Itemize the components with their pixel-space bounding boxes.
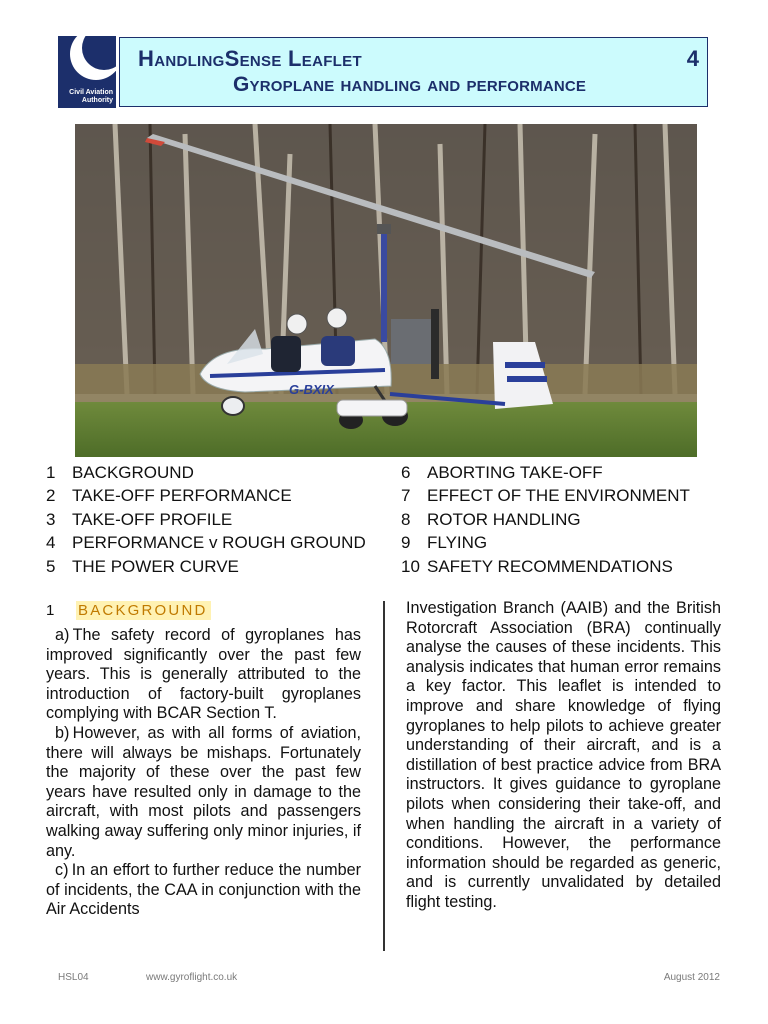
column-divider bbox=[383, 601, 385, 951]
contents-item bbox=[46, 484, 366, 507]
contents-item-number: 3 bbox=[46, 509, 56, 529]
contents-item-label: PERFORMANCE v ROUGH GROUND bbox=[72, 533, 366, 553]
contents-item-label: BACKGROUND bbox=[72, 463, 194, 482]
caa-logo-text bbox=[58, 89, 113, 105]
contents-item-label: ABORTING TAKE-OFF bbox=[427, 463, 603, 482]
section-heading bbox=[46, 602, 361, 626]
section-number: 1 bbox=[46, 602, 55, 619]
contents-item bbox=[46, 555, 366, 578]
contents-item-number: 2 bbox=[46, 486, 56, 506]
contents-item bbox=[401, 484, 690, 507]
contents-item-number: 8 bbox=[401, 509, 411, 529]
contents-item-number: 9 bbox=[401, 533, 411, 553]
contents-item bbox=[401, 461, 690, 484]
contents-item-label: TAKE-OFF PERFORMANCE bbox=[72, 486, 292, 506]
leaflet-number: 4 bbox=[686, 46, 699, 71]
contents-item-label: EFFECT OF THE ENVIRONMENT bbox=[427, 486, 690, 506]
contents-list-left bbox=[46, 461, 366, 578]
section-title: BACKGROUND bbox=[76, 601, 211, 620]
aircraft-registration: G-BXIX bbox=[289, 382, 334, 397]
contents-item-number: 6 bbox=[401, 463, 411, 482]
caa-logo-line1: Civil Aviation bbox=[69, 89, 113, 96]
paragraph-c: c) In an effort to further reduce the number of incidents, the CAA in conjunction with the Air Accidents bbox=[46, 861, 361, 919]
footer-website-link[interactable]: www.gyroflight.co.uk bbox=[146, 972, 238, 983]
title-box bbox=[119, 37, 708, 107]
contents-item-label: SAFETY RECOMMENDATIONS bbox=[427, 556, 673, 576]
footer-document-code: HSL04 bbox=[58, 972, 89, 983]
caa-logo bbox=[58, 36, 116, 108]
leaflet-subject-title: Gyroplane handling and performance bbox=[233, 73, 587, 96]
contents-item-number: 5 bbox=[46, 556, 56, 576]
contents-item bbox=[46, 508, 366, 531]
contents-item-label: ROTOR HANDLING bbox=[427, 509, 581, 529]
paragraph-b: b) However, as with all forms of aviation, there will always be mishaps. Fortunately the majority of these over the past few years have resulted only in damage to the aircraft, with most pilots and passengers walking away suffering only minor injuries, if any. bbox=[46, 723, 361, 860]
caa-logo-line2: Authority bbox=[81, 97, 113, 104]
footer-date: August 2012 bbox=[663, 972, 720, 983]
contents-item bbox=[46, 461, 366, 484]
body-column-left bbox=[46, 602, 361, 920]
contents-item-label: THE POWER CURVE bbox=[72, 556, 239, 576]
contents-item-label: FLYING bbox=[427, 533, 488, 553]
contents-item-number: 10 bbox=[401, 556, 420, 576]
contents-item bbox=[401, 555, 690, 578]
contents-item-number: 7 bbox=[401, 486, 411, 506]
contents-item bbox=[401, 508, 690, 531]
contents-list-right bbox=[401, 461, 690, 578]
body-column-right bbox=[406, 599, 721, 913]
contents-item bbox=[46, 531, 366, 554]
contents-item-number: 4 bbox=[46, 533, 56, 553]
contents-item-label: TAKE-OFF PROFILE bbox=[72, 509, 233, 529]
leaflet-series-title: HandlingSense Leaflet bbox=[138, 46, 362, 71]
paragraph-c-continued: Investigation Branch (AAIB) and the British Rotorcraft Association (BRA) continually analyse the causes of these incidents. This analysis indicates that human error remains a key factor. This leaflet is intended to improve and share knowledge of flying gyroplanes to help pilots to achieve greater understanding of their aircraft, and is a distillation of best practice advice from BRA instructors. It gives guidance to gyroplane pilots when considering their take-off, and when handling the aircraft in a variety of conditions. However, the performance information should be regarded as generic, and is currently unvalidated by detailed flight testing. bbox=[406, 599, 721, 911]
gyroplane-photo bbox=[75, 124, 697, 457]
contents-item-number: 1 bbox=[46, 463, 56, 482]
contents-item bbox=[401, 531, 690, 554]
paragraph-a: a) The safety record of gyroplanes has improved significantly over the past few years. This is generally attributed to the introduction of factory-built gyroplanes complying with BCAR Section T. bbox=[46, 626, 361, 723]
